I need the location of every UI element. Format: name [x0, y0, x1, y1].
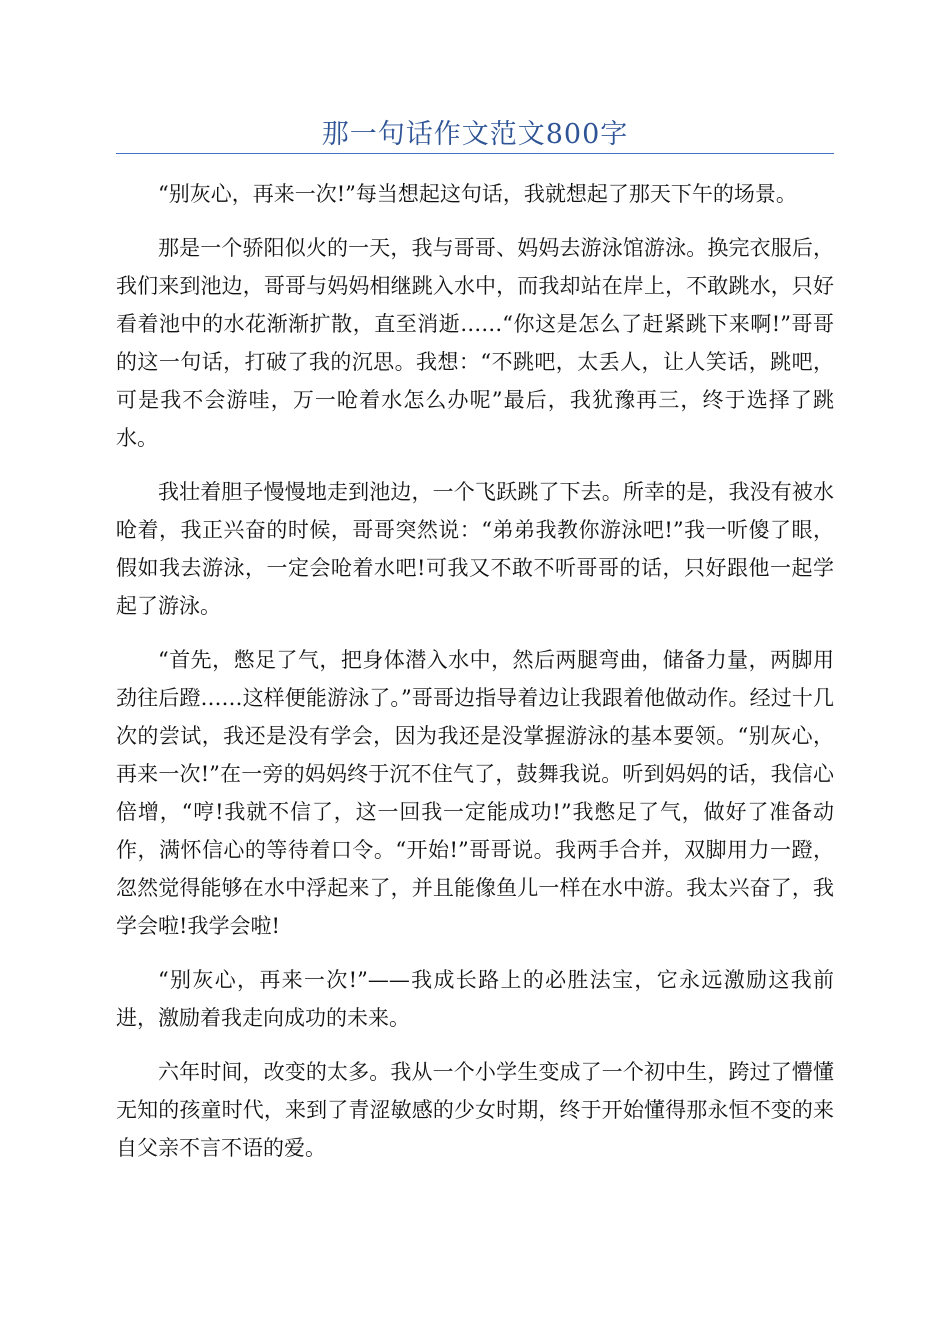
paragraph: 那是一个骄阳似火的一天，我与哥哥、妈妈去游泳馆游泳。换完衣服后，我们来到池边，哥哥与妈妈相继跳入水中，而我却站在岸上，不敢跳水，只好看着池中的水花渐渐扩散，直至消逝……“你这是怎么了赶紧跳下来啊!”哥哥的这一句话，打破了我的沉思。我想：“不跳吧，太丢人，让人笑话，跳吧，可是我不会游哇，万一呛着水怎么办呢”最后，我犹豫再三，终于选择了跳水。 [116, 236, 834, 450]
title-underline [116, 153, 834, 154]
page-title: 那一句话作文范文800字 [321, 119, 629, 150]
paragraph: “首先，憋足了气，把身体潜入水中，然后两腿弯曲，储备力量，两脚用劲往后蹬……这样便能游泳了。”哥哥边指导着边让我跟着他做动作。经过十几次的尝试，我还是没有学会，因为我还是没掌握游泳的基本要领。“别灰心，再来一次!”在一旁的妈妈终于沉不住气了，鼓舞我说。听到妈妈的话，我信心倍增，“哼!我就不信了，这一回我一定能成功!”我憋足了气，做好了准备动作，满怀信心的等待着口令。“开始!”哥哥说。我两手合并，双脚用力一蹬，忽然觉得能够在水中浮起来了，并且能像鱼儿一样在水中游。我太兴奋了，我学会啦!我学会啦! [116, 648, 834, 938]
paragraph: 六年时间，改变的太多。我从一个小学生变成了一个初中生，跨过了懵懂无知的孩童时代，来到了青涩敏感的少女时期，终于开始懂得那永恒不变的来自父亲不言不语的爱。 [116, 1060, 834, 1160]
paragraph: “别灰心，再来一次!”每当想起这句话，我就想起了那天下午的场景。 [158, 182, 797, 206]
paragraph: 我壮着胆子慢慢地走到池边，一个飞跃跳了下去。所幸的是，我没有被水呛着，我正兴奋的时候，哥哥突然说：“弟弟我教你游泳吧!”我一听傻了眼，假如我去游泳，一定会呛着水吧!可我又不敢不听哥哥的话，只好跟他一起学起了游泳。 [116, 480, 834, 618]
paragraph: “别灰心，再来一次!”——我成长路上的必胜法宝，它永远激励这我前进，激励着我走向成功的未来。 [116, 968, 834, 1030]
document-body [116, 175, 834, 1183]
